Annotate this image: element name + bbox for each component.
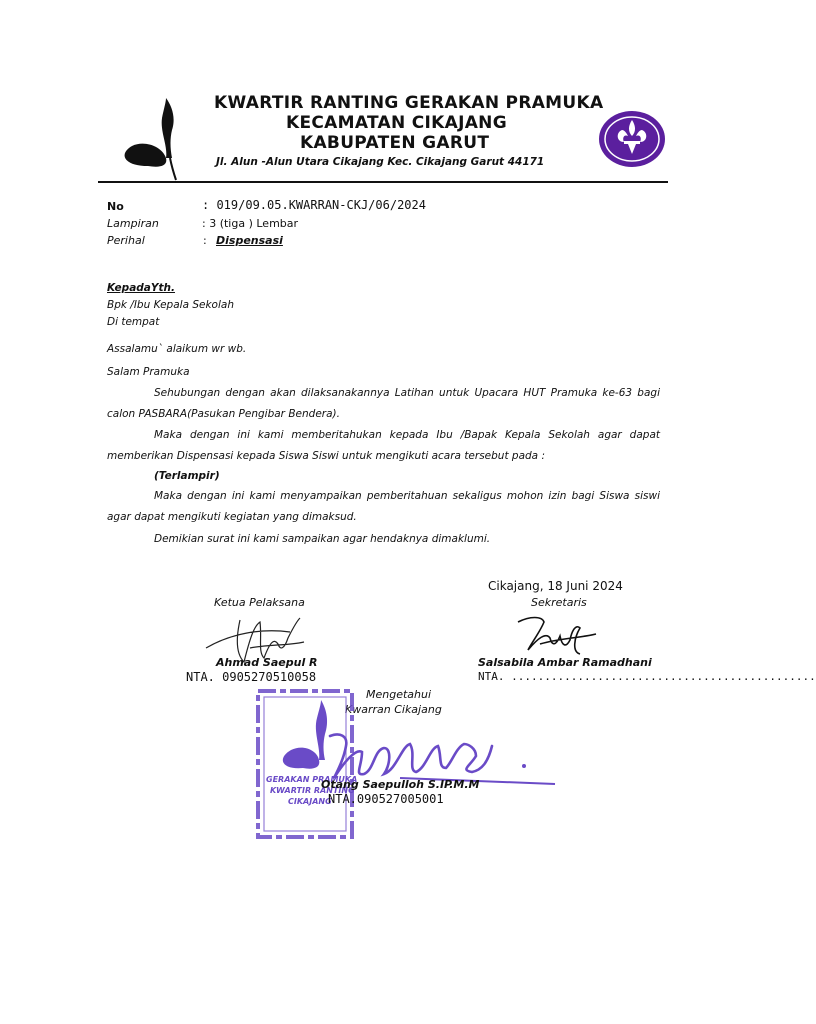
right-signature [510, 608, 600, 658]
perihal-colon: : [203, 234, 207, 247]
left-nta: NTA. 0905270510058 [186, 670, 317, 684]
no-value: : 019/09.05.KWARRAN-CKJ/06/2024 [202, 198, 426, 212]
paragraph-1: Sehubungan dengan akan dilaksanakannya Latihan untuk Upacara HUT Pramuka ke-63 bagi calon PASBARA(Pasukan Pengibar Bendera). [107, 387, 660, 420]
place-date: Cikajang, 18 Juni 2024 [488, 579, 623, 593]
salam: Salam Pramuka [107, 366, 190, 378]
closing: Demikian surat ini kami sampaikan agar hendaknya dimaklumi. [154, 533, 491, 545]
center-role-1: Mengetahui [366, 688, 432, 701]
attached-note: (Terlampir) [154, 470, 220, 482]
recipient-line-1: KepadaYth. [107, 282, 175, 294]
lampiran-label: Lampiran [107, 217, 159, 230]
tunas-kelapa-logo [116, 96, 186, 182]
stamp-line-3: CIKAJANG [288, 797, 332, 806]
center-role-2: Kwarran Cikajang [345, 703, 442, 716]
stamp-line-2: KWARTIR RANTING [270, 786, 355, 795]
recipient-line-2: Bpk /Ibu Kepala Sekolah [107, 299, 234, 311]
right-name: Salsabila Ambar Ramadhani [478, 656, 652, 669]
left-role: Ketua Pelaksana [214, 596, 305, 609]
left-name: Ahmad Saepul R [216, 656, 318, 669]
kop-line-1: KWARTIR RANTING GERAKAN PRAMUKA [214, 93, 604, 113]
greeting: Assalamu` alaikum wr wb. [107, 343, 247, 355]
stamp-line-1: GERAKAN PRAMUKA [266, 775, 358, 784]
right-nta: NTA. .............................................. [478, 670, 816, 683]
center-nta: NTA.090527005001 [328, 792, 444, 806]
perihal-value: Dispensasi [216, 234, 283, 247]
kop-line-2: KECAMATAN CIKAJANG [286, 113, 507, 133]
paragraph-3: Maka dengan ini kami menyampaikan pemberitahuan sekaligus mohon izin bagi Siswa siswi agar dapat mengikuti kegiatan yang dimaksud. [107, 490, 660, 523]
paragraph-2: Maka dengan ini kami memberitahukan kepada Ibu /Bapak Kepala Sekolah agar dapat memberikan Dispensasi kepada Siswa Siswi untuk mengikuti acara tersebut pada : [107, 429, 660, 462]
no-label: No [107, 200, 124, 213]
kop-address: Jl. Alun -Alun Utara Cikajang Kec. Cikajang Garut 44171 [216, 156, 545, 168]
scout-emblem [598, 110, 666, 168]
center-name: Otang Saepulloh S.IP.M.M [321, 778, 480, 791]
perihal-label: Perihal [107, 234, 145, 247]
right-role: Sekretaris [531, 596, 587, 609]
recipient-line-3: Di tempat [107, 316, 160, 328]
kop-line-3: KABUPATEN GARUT [300, 133, 490, 153]
lampiran-value: : 3 (tiga ) Lembar [202, 217, 299, 230]
kop-divider [98, 181, 668, 183]
